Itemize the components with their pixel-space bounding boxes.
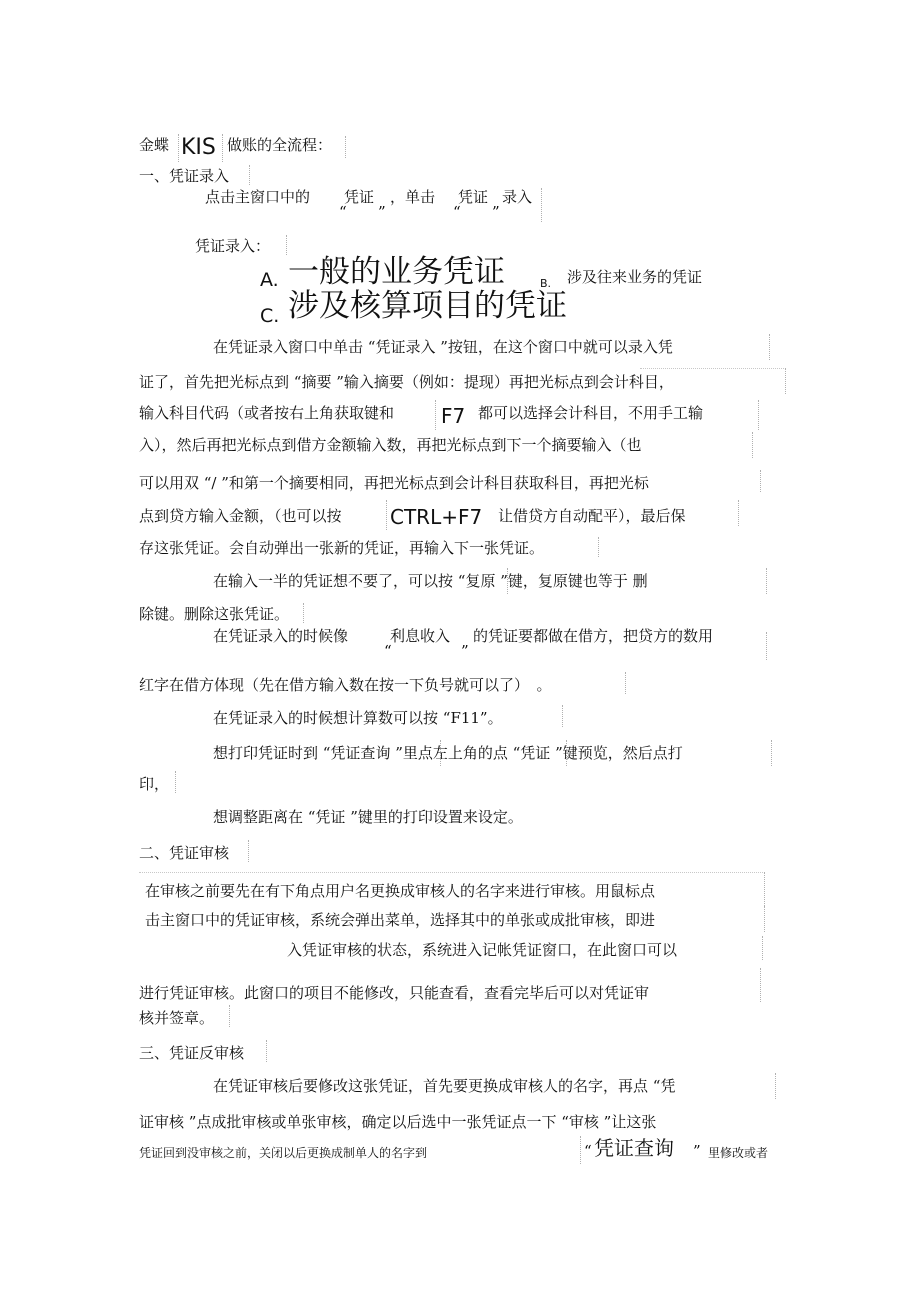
s2-line5: 核并签章。 <box>139 1009 215 1027</box>
option-c-text: 涉及核算项目的凭证 <box>288 288 567 324</box>
option-a-text: 一般的业务凭证 <box>288 254 505 290</box>
p1-line6a: 点到贷方输入金额，（也可以按 <box>139 507 342 525</box>
text-frame-mark <box>580 1136 581 1164</box>
p1-line3b: 都可以选择会计科目，不用手工输 <box>478 404 704 422</box>
s1-line1b: 凭证 <box>344 188 375 206</box>
p5-line1: 想打印凭证时到 “凭证查询 ”里点左上角的点 “凭证 ”键预览，然后点打 <box>213 744 683 762</box>
s2-line3: 入凭证审核的状态，系统进入记帐凭证窗口，在此窗口可以 <box>287 941 678 959</box>
text-frame-mark <box>785 368 786 394</box>
title-kis: KIS <box>181 135 216 160</box>
text-frame-mark <box>175 771 176 793</box>
s1-line1d: 凭证 <box>458 188 489 206</box>
text-frame-mark <box>566 740 567 766</box>
text-frame-mark <box>286 235 287 255</box>
title-pre: 金蝶 <box>139 136 170 154</box>
text-frame-mark <box>345 136 346 158</box>
text-frame-mark <box>764 906 765 932</box>
p3-line1a: 在凭证录入的时候像 <box>213 627 349 645</box>
quote-close-mark: ” <box>378 203 386 221</box>
p2-line1: 在输入一半的凭证想不要了，可以按 “复原 ”键，复原键也等于 删 <box>213 572 648 590</box>
p1-key-ctrl-f7: CTRL+F7 <box>390 505 483 529</box>
quote-open-mark: “ <box>584 1142 592 1160</box>
p2-line2: 除键。删除这张凭证。 <box>139 605 290 623</box>
text-frame-mark <box>266 1040 267 1062</box>
section-heading: 一、凭证录入 <box>139 167 230 185</box>
text-frame-mark <box>640 368 786 369</box>
quote-close-mark: ” <box>492 203 500 221</box>
s3-line1: 在凭证审核后要修改这张凭证，首先要更换成审核人的名字，再点 “凭 <box>213 1077 676 1095</box>
text-frame-mark <box>229 1005 230 1027</box>
text-frame-mark <box>303 603 304 623</box>
text-frame-mark <box>598 537 599 557</box>
p5-line2: 印， <box>139 775 170 793</box>
entry-label: 凭证录入： <box>195 237 271 255</box>
s3-line3b: 凭证查询 <box>594 1136 674 1160</box>
p1-line3a: 输入科目代码（或者按右上角获取键和 <box>139 404 395 422</box>
text-frame-mark <box>752 432 753 458</box>
text-frame-mark <box>758 400 759 430</box>
s1-line1a: 点击主窗口中的 <box>205 188 311 206</box>
text-frame-mark <box>178 134 179 162</box>
p1-line4: 入），然后再把光标点到借方金额输入数，再把光标点到下一个摘要输入（也 <box>139 436 642 454</box>
text-frame-mark <box>222 134 223 162</box>
s2-line2: 击主窗口中的凭证审核，系统会弹出菜单，选择其中的单张或成批审核，即进 <box>145 911 656 929</box>
text-frame-mark <box>435 400 436 430</box>
quote-open-mark: “ <box>453 203 461 221</box>
section-heading: 三、凭证反审核 <box>139 1044 245 1062</box>
text-frame-mark <box>766 632 767 660</box>
text-frame-mark <box>760 968 761 1002</box>
p1-line1: 在凭证录入窗口中单击 “凭证录入 ”按钮，在这个窗口中就可以录入凭 <box>213 338 673 356</box>
text-frame-mark <box>139 872 765 873</box>
quote-close-mark: ” <box>693 1142 701 1160</box>
doc-title <box>139 134 169 156</box>
text-frame-mark <box>386 500 387 530</box>
text-frame-mark <box>562 705 563 727</box>
text-frame-mark <box>766 568 767 594</box>
text-frame-mark <box>764 872 765 906</box>
p3-line1b: 利息收入 <box>390 627 451 645</box>
s1-line1c: ，单击 <box>390 188 436 206</box>
p3-line2: 红字在借方体现（先在借方输入数在按一下负号就可以了） 。 <box>139 676 552 694</box>
s2-line4: 进行凭证审核。此窗口的项目不能修改，只能查看，查看完毕后可以对凭证审 <box>139 984 650 1002</box>
option-b-text: 涉及往来业务的凭证 <box>567 268 703 286</box>
s3-line3c: 里修改或者 <box>708 1146 769 1160</box>
quote-open-mark: “ <box>384 642 392 660</box>
p3-line1c: 的凭证要都做在借方，把贷方的数用 <box>473 627 714 645</box>
text-frame-mark <box>771 740 772 766</box>
quote-close-mark: ” <box>461 642 469 660</box>
p6-line: 想调整距离在 “凭证 ”键里的打印设置来设定。 <box>213 808 523 826</box>
s3-line2: 证审核 ”点成批审核或单张审核，确定以后选中一张凭证点一下 “审核 ”让这张 <box>139 1113 657 1131</box>
text-frame-mark <box>440 740 441 766</box>
text-frame-mark <box>248 840 249 862</box>
title-post: 做账的全流程： <box>227 136 333 154</box>
option-c-letter: C. <box>260 305 280 327</box>
s2-line1: 在审核之前要先在有下角点用户名更换成审核人的名字来进行审核。用鼠标点 <box>145 882 656 900</box>
s3-line3a: 凭证回到没审核之前，关闭以后更换成制单人的名字到 <box>139 1146 428 1160</box>
option-a-letter: A. <box>260 269 279 291</box>
text-frame-mark <box>760 470 761 492</box>
option-b-letter: B. <box>540 277 552 290</box>
text-frame-mark <box>762 936 763 960</box>
section-heading: 二、凭证审核 <box>139 844 230 862</box>
text-frame-mark <box>249 165 250 185</box>
text-frame-mark <box>625 672 626 694</box>
p1-key-f7: F7 <box>441 404 466 428</box>
quote-open-mark: “ <box>339 203 347 221</box>
text-frame-mark <box>738 500 739 526</box>
p1-line5: 可以用双 “/ ”和第一个摘要相同，再把光标点到会计科目获取科目，再把光标 <box>139 474 649 492</box>
text-frame-mark <box>541 188 542 222</box>
text-frame-mark <box>507 568 508 594</box>
text-frame-mark <box>775 1073 776 1099</box>
text-frame-mark <box>769 334 770 360</box>
p1-line7: 存这张凭证。会自动弹出一张新的凭证，再输入下一张凭证。 <box>139 539 545 557</box>
p1-line2: 证了，首先把光标点到 “摘要 ”输入摘要（例如：提现）再把光标点到会计科目， <box>139 373 674 391</box>
p1-line6b: 让借贷方自动配平），最后保 <box>498 507 686 525</box>
p4-line: 在凭证录入的时候想计算数可以按 “F11”。 <box>213 709 503 727</box>
s1-line1e: 录入 <box>502 188 533 206</box>
